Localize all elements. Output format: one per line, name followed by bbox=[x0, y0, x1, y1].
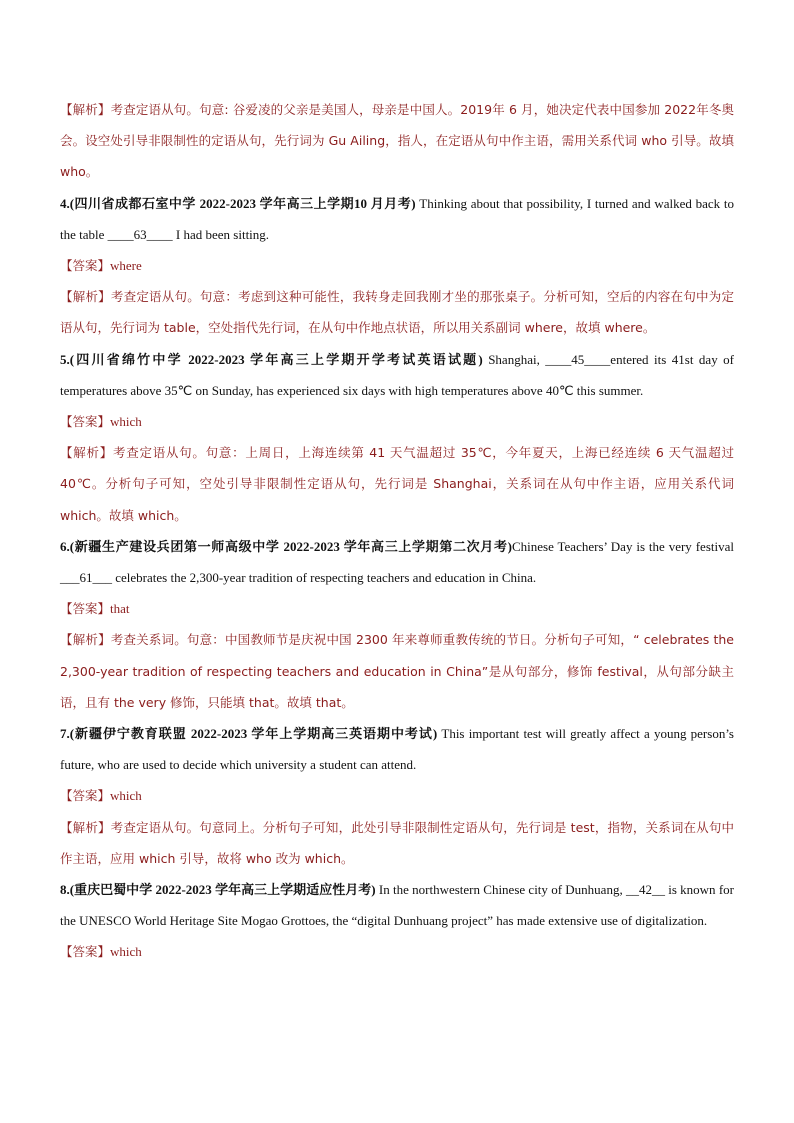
question-number: 5. bbox=[60, 351, 70, 367]
item7-analysis bbox=[60, 812, 734, 874]
item6-answer bbox=[60, 593, 734, 624]
item5-analysis bbox=[60, 437, 734, 531]
question-source: (重庆巴蜀中学 2022-2023 学年高三上学期适应性月考) bbox=[69, 882, 376, 898]
analysis-text: 考查关系词。句意：中国教师节是庆祝中国 2300 年来尊师重教传统的节日。分析句子可知，“ celebrates the 2,300-year tradition of respecting teachers and education in China”是从句部分，修饰 festival，从句部分缺主语，且有 the very 修饰，只能填 that。故填 that。 bbox=[60, 632, 734, 710]
analysis-text: 考查定语从句。句意: 谷爱凌的父亲是美国人，母亲是中国人。2019年 6 月，她决定代表中国参加 2022年冬奥会。设空处引导非限制性的定语从句，先行词为 Gu Ailing，指人，在定语从句中作主语，需用关系代词 who 引导。故填 who。 bbox=[60, 102, 734, 180]
item4-analysis bbox=[60, 281, 734, 343]
item7-answer bbox=[60, 780, 734, 811]
question-number: 4. bbox=[60, 195, 70, 211]
item5-answer bbox=[60, 406, 734, 437]
answer-text: which bbox=[110, 788, 142, 804]
question-number: 7. bbox=[60, 726, 70, 742]
answer-label: 【答案】 bbox=[60, 944, 111, 960]
answer-label: 【答案】 bbox=[60, 414, 111, 430]
analysis-label: 【解析】 bbox=[60, 632, 111, 648]
analysis-label: 【解析】 bbox=[60, 445, 113, 461]
question-text: This important test will greatly affect a young person’s future, who are used to decide which university a student can attend. bbox=[60, 726, 734, 773]
analysis-label: 【解析】 bbox=[60, 102, 111, 117]
item8-question bbox=[60, 874, 734, 936]
item4-answer bbox=[60, 250, 734, 281]
question-number: 6. bbox=[60, 538, 70, 554]
answer-text: which bbox=[110, 944, 142, 960]
item5-question bbox=[60, 344, 734, 406]
question-source: (新疆伊宁教育联盟 2022-2023 学年上学期高三英语期中考试) bbox=[69, 726, 438, 742]
item7-question bbox=[60, 718, 734, 780]
analysis-text: 考查定语从句。句意：考虑到这种可能性，我转身走回我刚才坐的那张桌子。分析可知，空后的内容在句中为定语从句，先行词为 table，空处指代先行词，在从句中作地点状语，所以用关系副词 where，故填 where。 bbox=[60, 289, 734, 336]
answer-label: 【答案】 bbox=[60, 788, 111, 804]
item8-answer bbox=[60, 936, 734, 967]
analysis-label: 【解析】 bbox=[60, 289, 111, 305]
question-text: Chinese Teachers’ Day is the very festival ___61___ celebrates the 2,300-year tradition of respecting teachers and education in China. bbox=[60, 538, 734, 586]
answer-text: which bbox=[110, 414, 142, 430]
answer-label: 【答案】 bbox=[60, 258, 111, 274]
item6-question bbox=[60, 531, 734, 593]
question-number: 8. bbox=[60, 882, 70, 898]
question-source: (四川省成都石室中学 2022-2023 学年高三上学期10 月月考) bbox=[69, 195, 416, 211]
answer-text: that bbox=[110, 601, 130, 617]
analysis-label: 【解析】 bbox=[60, 819, 111, 835]
answer-label: 【答案】 bbox=[60, 601, 111, 617]
item4-question bbox=[60, 188, 734, 250]
question-source: (四川省绵竹中学 2022-2023 学年高三上学期开学考试英语试题) bbox=[69, 351, 483, 367]
question-source: (新疆生产建设兵团第一师高级中学 2022-2023 学年高三上学期第二次月考) bbox=[69, 538, 512, 554]
analysis-text: 考查定语从句。句意同上。分析句子可知，此处引导非限制性定语从句，先行词是 test，指物，关系词在从句中作主语，应用 which 引导，故将 who 改为 which。 bbox=[60, 819, 734, 866]
item3-analysis bbox=[60, 94, 734, 188]
question-text: Shanghai, ____45____entered its 41st day of temperatures above 35℃ on Sunday, has experienced six days with high temperatures above 40℃ this summer. bbox=[60, 351, 734, 398]
question-text: Thinking about that possibility, I turned and walked back to the table ____63____ I had been sitting. bbox=[60, 195, 734, 242]
analysis-text: 考查定语从句。句意：上周日，上海连续第 41 天气温超过 35℃，今年夏天，上海已经连续 6 天气温超过 40℃。分析句子可知，空处引导非限制性定语从句，先行词是 Shanghai，关系词在从句中作主语，应用关系代词 which。故填 which。 bbox=[60, 445, 734, 523]
item6-analysis bbox=[60, 624, 734, 718]
document-content bbox=[60, 94, 734, 968]
answer-text: where bbox=[110, 258, 142, 274]
question-text: In the northwestern Chinese city of Dunhuang, __42__ is known for the UNESCO World Heritage Site Mogao Grottoes, the “digital Dunhuang project” has made extensive use of digitalization. bbox=[60, 882, 734, 929]
